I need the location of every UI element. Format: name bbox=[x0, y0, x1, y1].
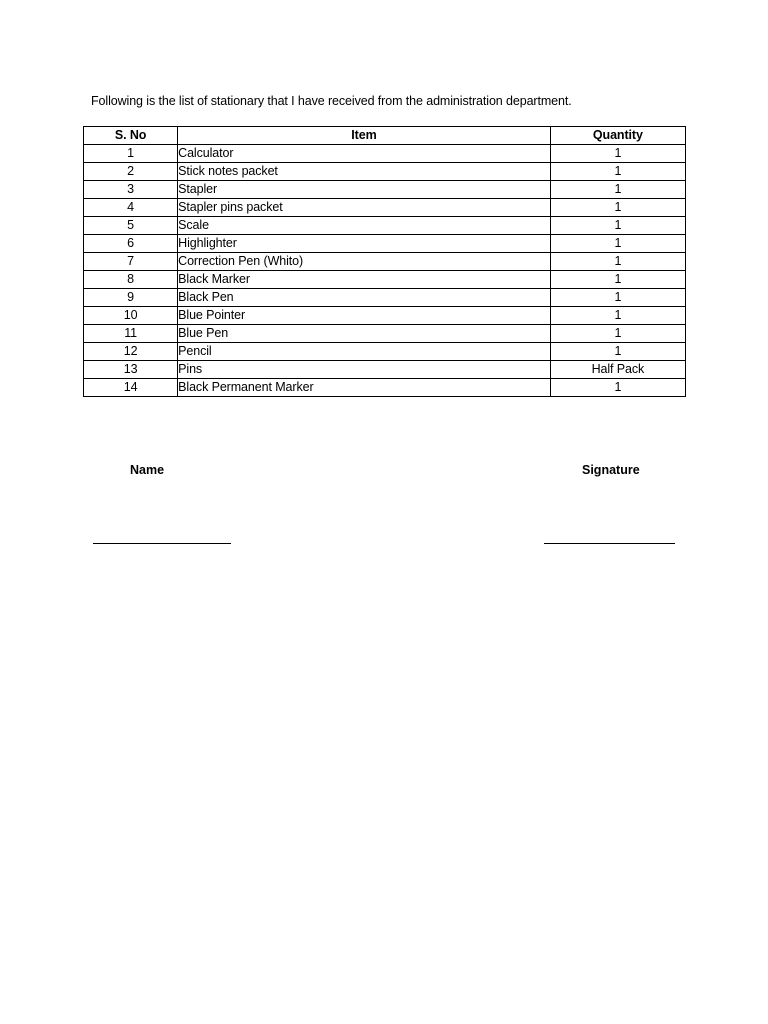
row-item: Correction Pen (Whito) bbox=[178, 253, 551, 271]
name-line bbox=[93, 543, 231, 544]
signature-label: Signature bbox=[582, 463, 640, 477]
table-row bbox=[84, 325, 686, 343]
row-item: Stapler pins packet bbox=[178, 199, 551, 217]
row-item: Highlighter bbox=[178, 235, 551, 253]
row-quantity: Half Pack bbox=[550, 361, 685, 379]
row-item: Pins bbox=[178, 361, 551, 379]
table-header-row bbox=[84, 127, 686, 145]
table-row bbox=[84, 289, 686, 307]
table-row bbox=[84, 361, 686, 379]
header-item: Item bbox=[178, 127, 551, 145]
row-quantity: 1 bbox=[550, 181, 685, 199]
table-row bbox=[84, 379, 686, 397]
row-quantity: 1 bbox=[550, 217, 685, 235]
signature-line bbox=[544, 543, 675, 544]
name-label: Name bbox=[130, 463, 165, 477]
table-row bbox=[84, 163, 686, 181]
table-row bbox=[84, 253, 686, 271]
row-sno: 3 bbox=[84, 181, 178, 199]
row-quantity: 1 bbox=[550, 343, 685, 361]
row-item: Black Marker bbox=[178, 271, 551, 289]
row-item: Stapler bbox=[178, 181, 551, 199]
header-sno: S. No bbox=[84, 127, 178, 145]
row-item: Blue Pen bbox=[178, 325, 551, 343]
row-quantity: 1 bbox=[550, 145, 685, 163]
table-row bbox=[84, 235, 686, 253]
table-row bbox=[84, 145, 686, 163]
row-sno: 1 bbox=[84, 145, 178, 163]
row-item: Stick notes packet bbox=[178, 163, 551, 181]
row-item: Scale bbox=[178, 217, 551, 235]
table-row bbox=[84, 307, 686, 325]
table-row bbox=[84, 217, 686, 235]
row-sno: 10 bbox=[84, 307, 178, 325]
stationery-table bbox=[83, 126, 686, 397]
row-quantity: 1 bbox=[550, 199, 685, 217]
row-sno: 12 bbox=[84, 343, 178, 361]
row-sno: 6 bbox=[84, 235, 178, 253]
row-sno: 2 bbox=[84, 163, 178, 181]
row-quantity: 1 bbox=[550, 235, 685, 253]
row-quantity: 1 bbox=[550, 307, 685, 325]
row-sno: 5 bbox=[84, 217, 178, 235]
row-quantity: 1 bbox=[550, 253, 685, 271]
table-row bbox=[84, 199, 686, 217]
row-sno: 14 bbox=[84, 379, 178, 397]
table-row bbox=[84, 343, 686, 361]
row-sno: 11 bbox=[84, 325, 178, 343]
table-row bbox=[84, 271, 686, 289]
row-quantity: 1 bbox=[550, 325, 685, 343]
row-quantity: 1 bbox=[550, 271, 685, 289]
row-item: Black Pen bbox=[178, 289, 551, 307]
row-sno: 4 bbox=[84, 199, 178, 217]
row-item: Pencil bbox=[178, 343, 551, 361]
row-sno: 13 bbox=[84, 361, 178, 379]
row-quantity: 1 bbox=[550, 163, 685, 181]
row-quantity: 1 bbox=[550, 289, 685, 307]
row-sno: 9 bbox=[84, 289, 178, 307]
row-sno: 8 bbox=[84, 271, 178, 289]
row-item: Blue Pointer bbox=[178, 307, 551, 325]
row-item: Black Permanent Marker bbox=[178, 379, 551, 397]
intro-text: Following is the list of stationary that I have received from the administration department. bbox=[91, 94, 572, 108]
row-quantity: 1 bbox=[550, 379, 685, 397]
table-row bbox=[84, 181, 686, 199]
row-item: Calculator bbox=[178, 145, 551, 163]
header-quantity: Quantity bbox=[550, 127, 685, 145]
row-sno: 7 bbox=[84, 253, 178, 271]
